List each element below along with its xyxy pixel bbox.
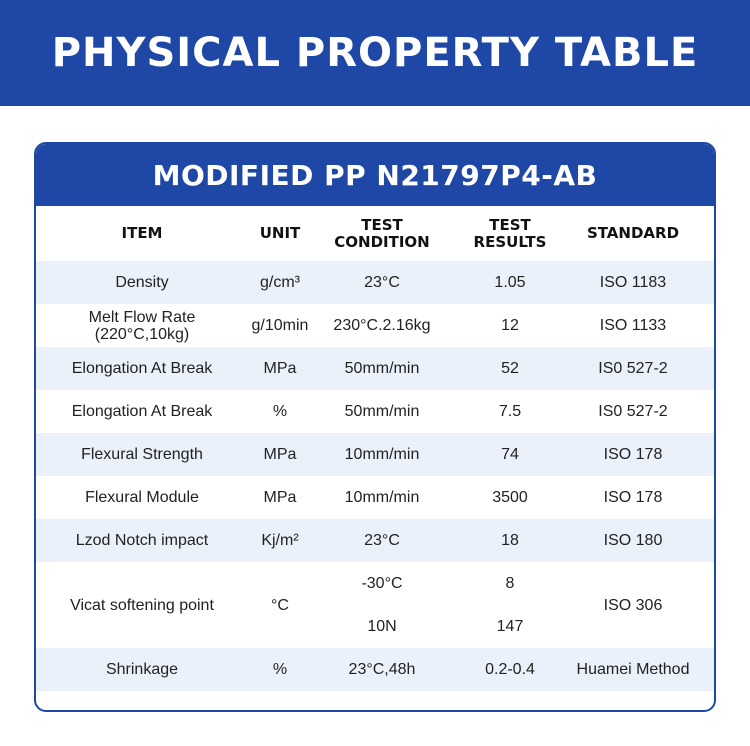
cell-condition: 230°C.2.16kg: [333, 317, 431, 334]
cell-standard: ISO 178: [603, 446, 663, 463]
cell-condition: 23°C: [364, 532, 400, 549]
cell-condition: 10mm/min: [344, 489, 420, 506]
cell-standard: ISO 1183: [599, 274, 667, 291]
table-row: [36, 562, 714, 648]
cell-item: Shrinkage: [105, 661, 179, 678]
cell-standard: Huamei Method: [576, 661, 690, 678]
cell-condition-1: -30°C: [361, 575, 403, 592]
cell-result: 0.2-0.4: [485, 661, 535, 678]
cell-item: [36, 309, 248, 343]
product-title: MODIFIED PP N21797P4-AB: [152, 158, 598, 192]
cell-result: 1.05: [494, 274, 526, 291]
cell-result: 52: [501, 360, 519, 377]
cell-unit: %: [272, 661, 288, 678]
header-test-condition-line1: TEST: [361, 215, 403, 234]
cell-item: Lzod Notch impact: [75, 532, 209, 549]
cell-item: Elongation At Break: [71, 403, 213, 420]
table-row: [36, 519, 714, 562]
header-unit: UNIT: [259, 224, 301, 242]
cell-result: [452, 562, 568, 648]
cell-unit: Kj/m²: [261, 532, 299, 549]
cell-standard: ISO 178: [603, 489, 663, 506]
table-header-row: [36, 206, 714, 261]
cell-condition-2: 10N: [367, 618, 397, 635]
cell-unit: %: [272, 403, 288, 420]
cell-unit: MPa: [263, 489, 297, 506]
header-test-results: TEST RESULTS: [473, 215, 547, 251]
cell-standard: IS0 527-2: [598, 403, 668, 420]
header-item: ITEM: [121, 224, 163, 242]
cell-standard: IS0 527-2: [598, 360, 668, 377]
card-header: [36, 144, 714, 206]
cell-unit: g/10min: [251, 317, 309, 334]
table-row: [36, 347, 714, 390]
property-card: [34, 142, 716, 712]
cell-standard: ISO 1133: [599, 317, 667, 334]
table-row: [36, 390, 714, 433]
header-standard: STANDARD: [586, 224, 680, 242]
table-row: [36, 648, 714, 691]
cell-result: 18: [501, 532, 519, 549]
table-row: [36, 433, 714, 476]
cell-item: Flexural Module: [85, 489, 199, 506]
cell-unit: g/cm³: [260, 274, 300, 291]
cell-condition: [312, 562, 452, 648]
cell-result: 3500: [492, 489, 528, 506]
cell-standard: ISO 180: [603, 532, 663, 549]
table-row: [36, 476, 714, 519]
cell-unit: MPa: [263, 446, 297, 463]
cell-unit: °C: [271, 596, 289, 614]
cell-result: 12: [501, 317, 519, 334]
cell-standard: ISO 306: [603, 596, 663, 614]
header-test-condition-line2: CONDITION: [334, 232, 430, 251]
table-row: [36, 304, 714, 347]
cell-item-line2: (220°C,10kg): [94, 325, 190, 343]
cell-result: 74: [501, 446, 519, 463]
cell-result-2: 147: [496, 618, 524, 635]
cell-condition: 50mm/min: [344, 360, 420, 377]
cell-condition: 23°C: [364, 274, 400, 291]
property-table: [36, 206, 714, 691]
cell-unit: MPa: [263, 360, 297, 377]
cell-result-1: 8: [505, 575, 515, 592]
page-title: PHYSICAL PROPERTY TABLE: [51, 30, 699, 76]
table-row: [36, 261, 714, 304]
cell-item: Vicat softening point: [70, 596, 214, 614]
cell-condition: 10mm/min: [344, 446, 420, 463]
cell-item: Flexural Strength: [81, 446, 203, 463]
cell-condition: 23°C,48h: [348, 661, 416, 678]
header-test-condition: [312, 217, 452, 251]
cell-item: Elongation At Break: [71, 360, 213, 377]
title-banner: [0, 0, 750, 106]
cell-result: 7.5: [498, 403, 522, 420]
cell-condition: 50mm/min: [344, 403, 420, 420]
cell-item: Density: [115, 274, 169, 291]
cell-item-line1: Melt Flow Rate: [88, 308, 196, 326]
